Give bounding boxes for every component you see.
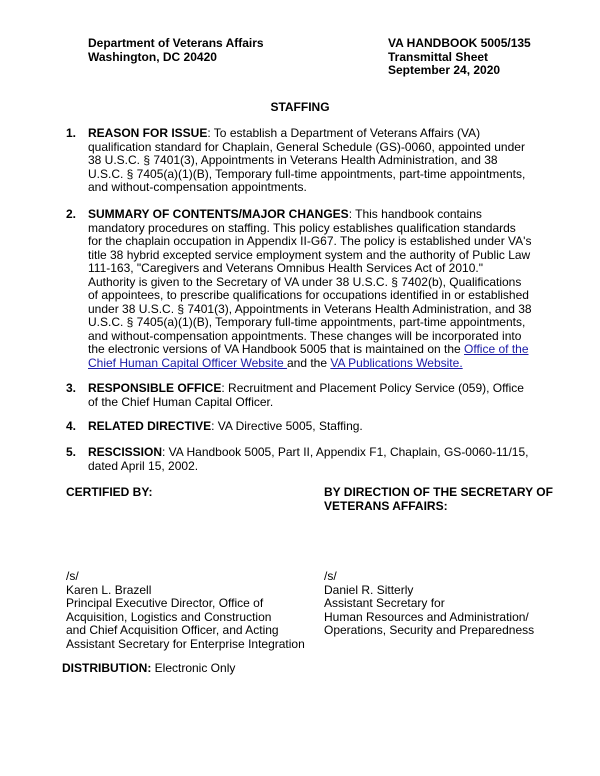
- distribution-label: DISTRIBUTION:: [62, 661, 152, 675]
- by-direction-label: BY DIRECTION OF THE SECRETARY OF VETERANS AFFAIRS:: [324, 485, 553, 513]
- department-address: Washington, DC 20420: [88, 49, 217, 64]
- item-text: : Recruitment and Placement Policy Service (059), Office of the Chief Human Capital Officer.: [88, 381, 524, 409]
- signer-name: Karen L. Brazell: [66, 582, 152, 597]
- header-left: [88, 37, 264, 64]
- handbook-number: VA HANDBOOK 5005/135: [388, 36, 531, 50]
- item-text-mid: and the: [286, 355, 331, 370]
- ochco-website-link[interactable]: Office of the Chief Human Capital Officer Website: [88, 342, 529, 370]
- signer-title-line: and Chief Acquisition Officer, and Acting: [66, 623, 279, 637]
- handbook-date: September 24, 2020: [388, 63, 501, 77]
- item-number: 4.: [66, 419, 77, 433]
- item-heading: REASON FOR ISSUE: [88, 126, 208, 140]
- item-heading: SUMMARY OF CONTENTS/MAJOR CHANGES: [88, 207, 349, 221]
- item-heading: RELATED DIRECTIVE: [88, 419, 212, 433]
- distribution-value: Electronic Only: [151, 661, 236, 675]
- signer-title-line: Acquisition, Logistics and Construction: [66, 609, 272, 624]
- item-number: 2.: [66, 207, 77, 221]
- list-item-summary: [66, 208, 532, 370]
- transmittal-label: Transmittal Sheet: [388, 49, 489, 64]
- signature-mark: /s/: [66, 569, 79, 583]
- va-publications-link[interactable]: VA Publications Website.: [330, 355, 463, 370]
- certified-by-label: CERTIFIED BY:: [66, 485, 153, 499]
- list-item-responsible-office: [66, 382, 532, 409]
- distribution: [62, 662, 235, 676]
- signer-title-line: Operations, Security and Preparedness: [324, 623, 535, 637]
- header-right: [388, 37, 531, 78]
- item-heading: RESCISSION: [88, 445, 163, 459]
- item-text: : VA Directive 5005, Staffing.: [211, 419, 363, 433]
- signer-left: [66, 570, 305, 651]
- page-title: STAFFING: [270, 100, 330, 114]
- item-heading: RESPONSIBLE OFFICE: [88, 381, 222, 395]
- item-number: 1.: [66, 126, 77, 140]
- item-text: : To establish a Department of Veterans Affairs (VA) qualification standard for Chaplain, General Schedule (GS)-0060, appointed under 38 U.S.C. § 7401(3), Appointments in Veterans Health Administration, and 38 U.S.C. § 7405(a)(1)(B), Temporary full-time appointments, part-time appointments, and without-compensation appointments.: [88, 126, 526, 194]
- signer-title-line: Human Resources and Administration/: [324, 609, 529, 624]
- signer-right: [324, 570, 534, 638]
- department-name: Department of Veterans Affairs: [88, 36, 264, 50]
- item-number: 5.: [66, 445, 77, 459]
- list-item-related-directive: [66, 420, 532, 434]
- list-item-reason: [66, 127, 532, 195]
- signer-title-line: Principal Executive Director, Office of: [66, 596, 264, 610]
- item-text: : VA Handbook 5005, Part II, Appendix F1, Chaplain, GS-0060-11/15, dated April 15, 2002.: [88, 445, 529, 473]
- signer-title-line: Assistant Secretary for Enterprise Integration: [66, 636, 305, 651]
- list-item-rescission: [66, 446, 532, 473]
- signature-mark: /s/: [324, 569, 337, 583]
- signer-title-line: Assistant Secretary for: [324, 596, 445, 610]
- signer-name: Daniel R. Sitterly: [324, 582, 414, 597]
- item-number: 3.: [66, 381, 77, 395]
- item-text: : This handbook contains mandatory procedures on staffing. This policy establishes qualification standards for the chaplain occupation in Appendix II-G67. The policy is established under VA's title 38 hybrid excepted service employment system and the authority of Public Law 111-163, "Caregivers and Veterans Omnibus Health Services Act of 2010." Authority is given to the Secretary of VA under 38 U.S.C. § 7402(b), Qualifications of appointees, to prescribe qualifications for occupations identified in or established under 38 U.S.C. § 7401(3), Appointments in Veterans Health Administration, and 38 U.S.C. § 7405(a)(1)(B), Temporary full-time appointments, part-time appointments, and without-compensation appointments. These changes will be incorporated into the electronic versions of VA Handbook 5005 that is maintained on the: [88, 207, 532, 356]
